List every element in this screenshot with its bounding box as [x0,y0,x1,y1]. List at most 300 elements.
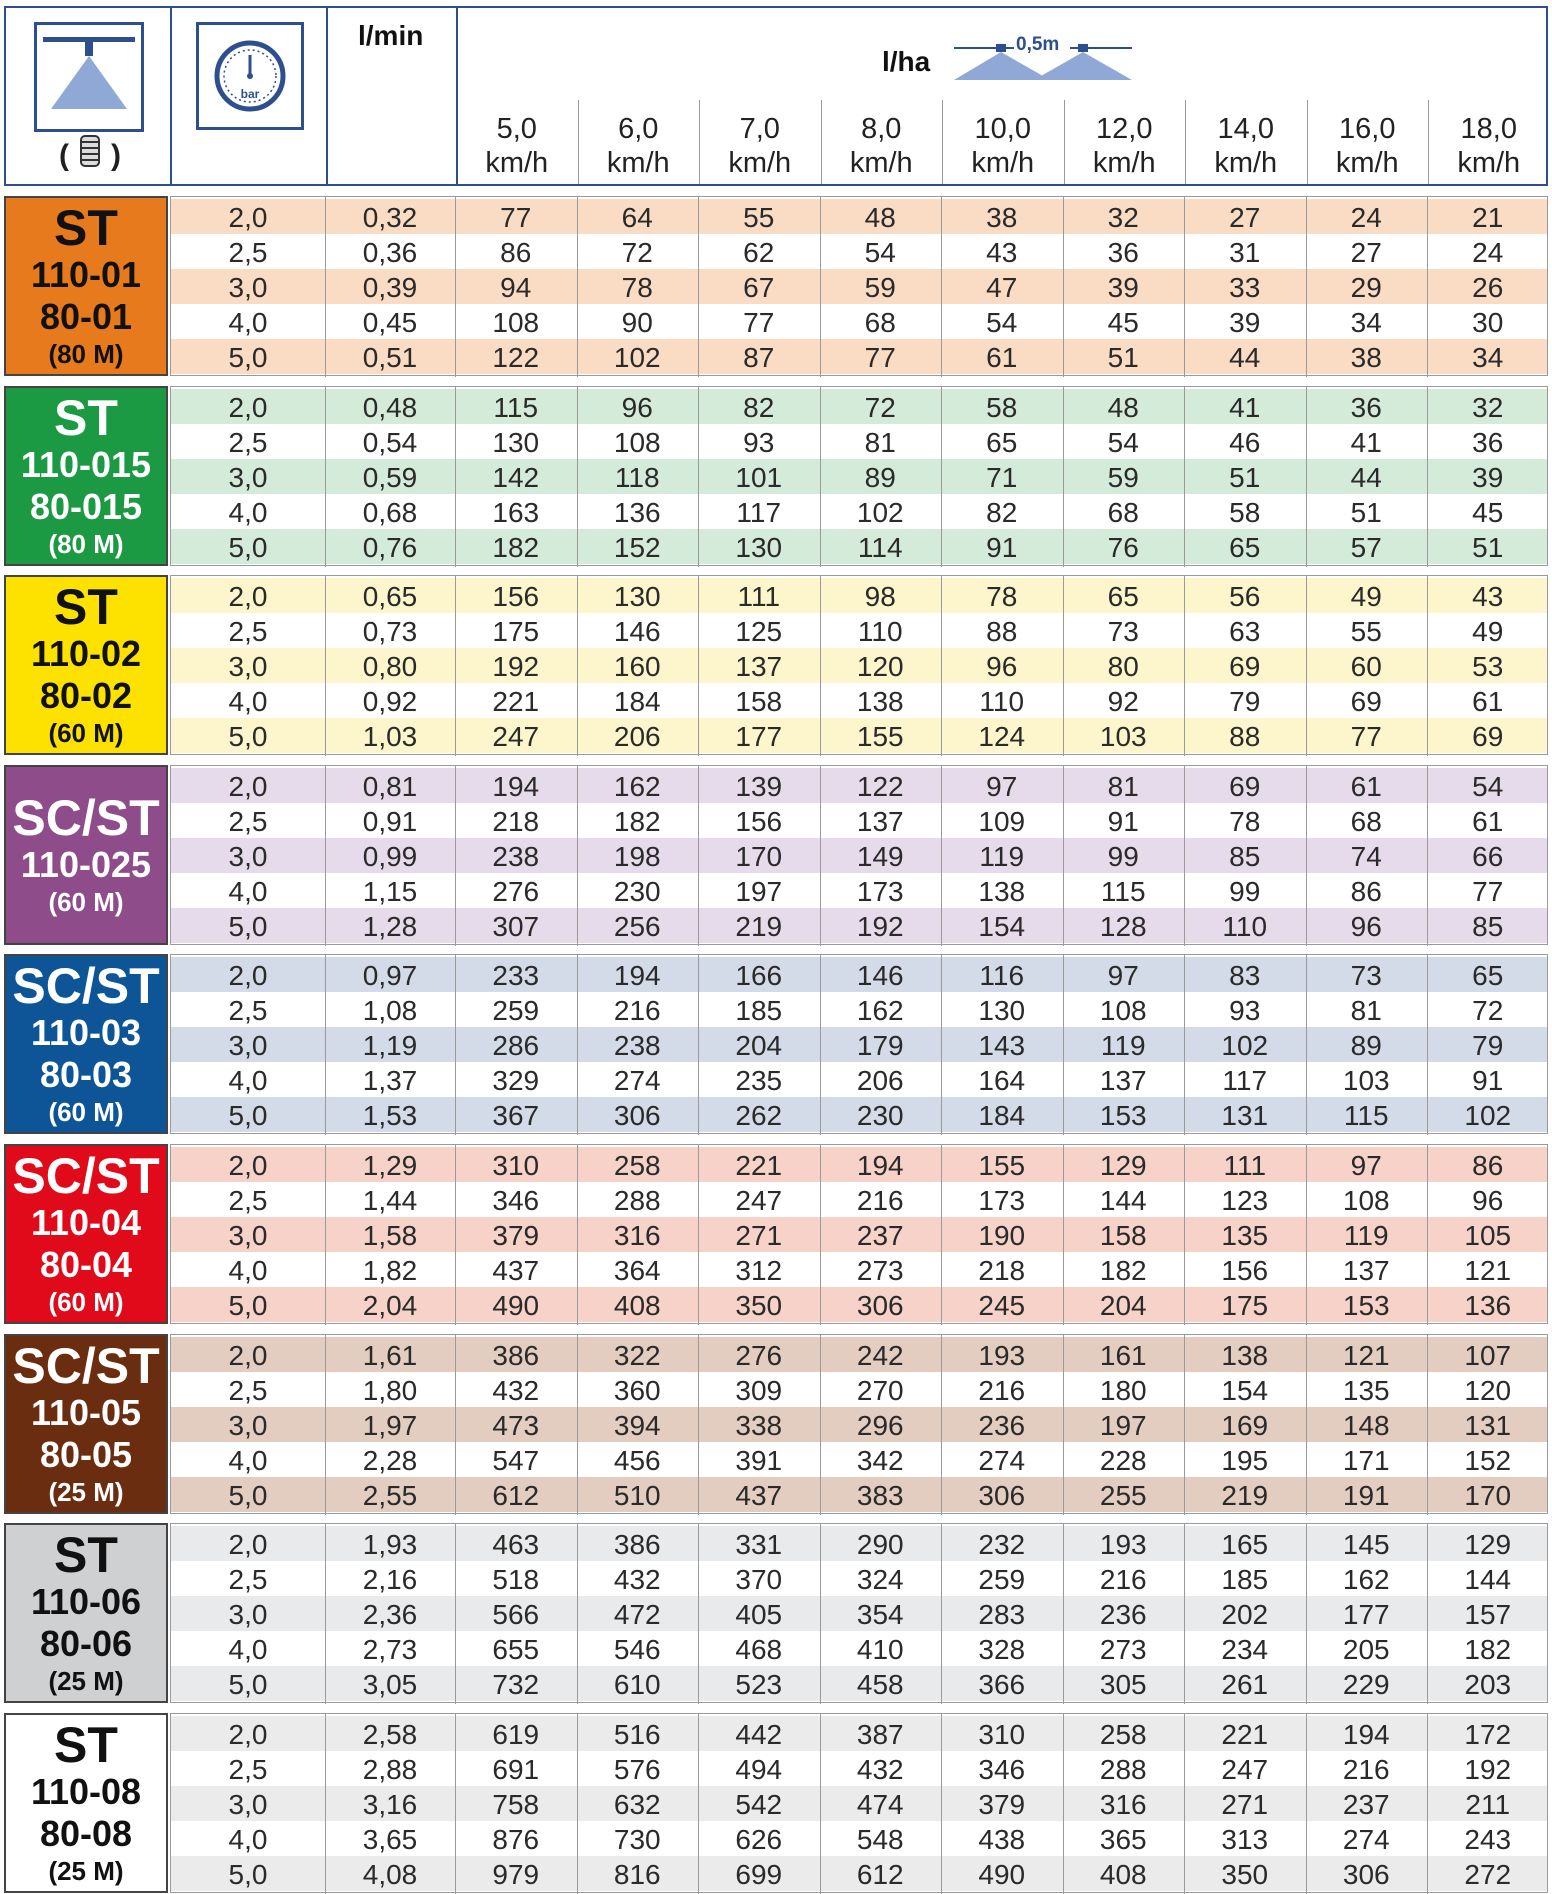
rate-cell: 195 [1221,1445,1269,1476]
rate-cell: 79 [1472,1030,1504,1061]
rate-cell: 107 [1464,1340,1512,1371]
rate-cell: 185 [1221,1564,1269,1595]
rate-cell: 473 [492,1410,540,1441]
rate-cell: 758 [492,1789,540,1820]
rate-cell: 71 [986,462,1018,493]
rate-cell: 619 [492,1719,540,1750]
nozzle-spray-icon [34,22,144,132]
nozzle-material: (60 M) [48,718,124,748]
table-row [171,1287,1547,1322]
rate-cell: 610 [613,1669,661,1700]
rate-cell: 202 [1221,1599,1269,1630]
nozzle-size: 80-02 [39,675,133,716]
rate-cell: 99 [1107,841,1139,872]
rate-cell: 221 [1221,1719,1269,1750]
table-row [171,1821,1547,1856]
rate-cell: 288 [1099,1754,1147,1785]
rate-cell: 182 [492,532,540,563]
table-row [171,1856,1547,1891]
rate-cell: 77 [500,202,532,233]
data-rows [170,1523,1548,1703]
rate-cell: 276 [735,1340,783,1371]
nozzle-series: ST [54,579,118,635]
flow-cell: 0,39 [362,272,418,303]
rate-cell: 34 [1472,342,1504,373]
rate-cell: 115 [1343,1100,1389,1131]
rate-cell: 322 [613,1340,661,1371]
rate-cell: 117 [1222,1065,1268,1096]
rate-cell: 108 [1342,1185,1390,1216]
rate-cell: 89 [864,462,896,493]
rate-cell: 206 [613,721,661,752]
rate-cell: 221 [735,1150,783,1181]
rate-cell: 272 [1464,1859,1512,1890]
rate-cell: 193 [978,1340,1026,1371]
rate-cell: 165 [1221,1529,1269,1560]
table-row [171,908,1547,943]
rate-cell: 296 [856,1410,904,1441]
flow-cell: 1,97 [362,1410,418,1441]
rate-cell: 65 [1107,581,1139,612]
table-row [171,424,1547,459]
table-row [171,234,1547,269]
rate-cell: 59 [1107,462,1139,493]
rate-cell: 72 [864,392,896,423]
flow-cell: 1,80 [362,1375,418,1406]
rate-cell: 48 [1107,392,1139,423]
rate-cell: 49 [1472,616,1504,647]
rate-cell: 626 [735,1824,783,1855]
data-rows [170,765,1548,945]
rate-cell: 155 [978,1150,1026,1181]
rate-cell: 54 [986,307,1018,338]
flow-cell: 2,16 [362,1564,418,1595]
rate-cell: 135 [1342,1375,1390,1406]
rate-cell: 122 [856,771,904,802]
rate-cell: 273 [856,1255,904,1286]
speed-value: 18,0 [1460,113,1517,145]
pressure-cell: 5,0 [228,721,268,752]
rate-cell: 137 [856,806,904,837]
rate-cell: 410 [856,1634,904,1665]
rate-cell: 81 [1107,771,1139,802]
flow-cell: 2,88 [362,1754,418,1785]
rate-cell: 61 [986,342,1018,373]
flow-cell: 4,08 [362,1859,418,1890]
table-row [171,1252,1547,1287]
table-row [171,1442,1547,1477]
rate-cell: 173 [978,1185,1026,1216]
rate-cell: 65 [1229,532,1261,563]
table-row [171,304,1547,339]
flow-cell: 0,92 [362,686,418,717]
rate-cell: 110 [857,616,903,647]
rate-cell: 170 [1464,1480,1512,1511]
rate-cell: 310 [492,1150,540,1181]
rate-cell: 655 [492,1634,540,1665]
rate-cell: 162 [1342,1564,1390,1595]
flow-cell: 0,65 [362,581,418,612]
rate-cell: 78 [986,581,1018,612]
flow-cell: 0,76 [362,532,418,563]
rate-cell: 216 [978,1375,1026,1406]
table-row [171,648,1547,683]
rate-cell: 138 [856,686,904,717]
rate-cell: 365 [1099,1824,1147,1855]
rate-cell: 236 [978,1410,1026,1441]
flow-cell: 0,97 [362,960,418,991]
table-row [171,957,1547,992]
rate-cell: 166 [735,960,783,991]
rate-cell: 316 [613,1220,661,1251]
pressure-cell: 2,5 [228,1375,268,1406]
rate-cell: 36 [1107,237,1139,268]
nozzle-material: (25 M) [48,1856,124,1886]
rate-cell: 130 [978,995,1026,1026]
rate-cell: 383 [856,1480,904,1511]
rate-cell: 119 [979,841,1025,872]
rate-cell: 547 [492,1445,540,1476]
rate-cell: 69 [1229,651,1261,682]
rate-cell: 243 [1464,1824,1512,1855]
rate-cell: 191 [1342,1480,1390,1511]
rate-cell: 408 [613,1290,661,1321]
rate-cell: 96 [986,651,1018,682]
rate-cell: 185 [735,995,783,1026]
data-rows [170,1334,1548,1514]
data-rows [170,1144,1548,1324]
table-row [171,1786,1547,1821]
nozzle-material: (60 M) [48,887,124,917]
rate-cell: 130 [735,532,783,563]
rate-cell: 192 [492,651,540,682]
nozzle-group [4,386,1548,566]
rate-cell: 47 [986,272,1018,303]
nozzle-material: (80 M) [48,529,124,559]
rate-cell: 139 [735,771,783,802]
rate-cell: 387 [856,1719,904,1750]
rate-cell: 306 [1342,1859,1390,1890]
rate-cell: 156 [492,581,540,612]
flow-cell: 0,80 [362,651,418,682]
table-row [171,389,1547,424]
rate-cell: 230 [856,1100,904,1131]
rate-cell: 232 [978,1529,1026,1560]
rate-cell: 437 [735,1480,783,1511]
rate-cell: 63 [1229,616,1261,647]
table-row [171,1407,1547,1442]
table-row [171,529,1547,564]
rate-cell: 386 [492,1340,540,1371]
rate-cell: 206 [856,1065,904,1096]
nozzle-size: 110-02 [30,633,142,674]
rate-cell: 193 [1099,1529,1147,1560]
rate-cell: 153 [1342,1290,1390,1321]
rate-cell: 258 [613,1150,661,1181]
rate-cell: 432 [613,1564,661,1595]
rate-cell: 456 [613,1445,661,1476]
rate-cell: 354 [856,1599,904,1630]
pressure-cell: 3,0 [228,1789,268,1820]
speed-unit: km/h [849,147,913,179]
rate-cell: 153 [1099,1100,1147,1131]
rate-cell: 54 [864,237,896,268]
pressure-cell: 5,0 [228,1859,268,1890]
rate-cell: 27 [1350,237,1382,268]
table-row [171,992,1547,1027]
rate-cell: 255 [1099,1480,1147,1511]
rate-cell: 329 [492,1065,540,1096]
pressure-cell: 2,0 [228,392,268,423]
rate-cell: 157 [1464,1599,1512,1630]
rate-cell: 162 [856,995,904,1026]
nozzle-group [4,1523,1548,1703]
rate-cell: 510 [613,1480,661,1511]
rate-cell: 68 [1350,806,1382,837]
nozzle-type-label [4,196,168,376]
rate-cell: 194 [492,771,540,802]
rate-cell: 38 [1350,342,1382,373]
nozzle-series: SC/ST [12,790,160,846]
rate-cell: 32 [1472,392,1504,423]
table-row [171,1716,1547,1751]
rate-cell: 51 [1350,497,1382,528]
rate-cell: 149 [856,841,904,872]
pressure-cell: 3,0 [228,1030,268,1061]
rate-cell: 271 [735,1220,783,1251]
rate-cell: 94 [500,272,532,303]
rate-cell: 238 [492,841,540,872]
table-row [171,1631,1547,1666]
rate-cell: 43 [986,237,1018,268]
nozzle-type-label [4,1334,168,1514]
speed-value: 10,0 [974,113,1031,145]
rate-cell: 184 [613,686,661,717]
nozzle-size: 80-06 [39,1623,133,1664]
rate-cell: 83 [1229,960,1261,991]
pressure-cell: 5,0 [228,1480,268,1511]
rate-cell: 115 [1100,876,1146,907]
flow-cell: 0,48 [362,392,418,423]
rate-cell: 197 [1099,1410,1147,1441]
flow-cell: 2,58 [362,1719,418,1750]
flow-cell: 1,37 [362,1065,418,1096]
rate-cell: 91 [1472,1065,1504,1096]
table-row [171,494,1547,529]
rate-cell: 86 [1350,876,1382,907]
pressure-cell: 4,0 [228,1445,268,1476]
nozzle-spacing-label: 0,5m [1016,34,1060,55]
rate-cell: 81 [1350,995,1382,1026]
rate-cell: 56 [1229,581,1261,612]
pressure-cell: 3,0 [228,1220,268,1251]
rate-cell: 271 [1221,1789,1269,1820]
data-rows [170,196,1548,376]
nozzle-size: 80-05 [39,1434,133,1475]
data-rows [170,575,1548,755]
rate-cell: 379 [978,1789,1026,1820]
rate-cell: 566 [492,1599,540,1630]
rate-cell: 102 [1221,1030,1269,1061]
rate-cell: 179 [856,1030,904,1061]
rate-cell: 219 [735,911,783,942]
rate-cell: 97 [1350,1150,1382,1181]
filter-paren-open: ( [59,139,69,172]
rate-cell: 67 [743,272,775,303]
rate-cell: 96 [621,392,653,423]
table-row [171,339,1547,374]
rate-cell: 221 [492,686,540,717]
rate-cell: 190 [978,1220,1026,1251]
rate-cell: 136 [613,497,661,528]
rate-cell: 177 [1342,1599,1390,1630]
rate-cell: 108 [1099,995,1147,1026]
rate-cell: 48 [864,202,896,233]
rate-cell: 242 [856,1340,904,1371]
rate-cell: 64 [621,202,653,233]
speed-value: 6,0 [618,113,659,145]
rate-cell: 237 [1342,1789,1390,1820]
table-row [171,459,1547,494]
rate-cell: 130 [492,427,540,458]
nozzle-size: 110-01 [30,254,142,295]
rate-cell: 59 [864,272,896,303]
speed-value: 16,0 [1339,113,1396,145]
rate-cell: 86 [500,237,532,268]
filter-indicator [44,136,136,176]
rate-cell: 228 [1099,1445,1147,1476]
rate-cell: 258 [1099,1719,1147,1750]
rate-cell: 109 [978,806,1026,837]
rate-cell: 65 [986,427,1018,458]
rate-cell: 108 [492,307,540,338]
flow-cell: 0,51 [362,342,418,373]
rate-cell: 158 [1099,1220,1147,1251]
data-rows [170,1713,1548,1893]
rate-cell: 115 [493,392,539,423]
rate-cell: 146 [856,960,904,991]
pressure-cell: 5,0 [228,1100,268,1131]
rate-cell: 68 [1107,497,1139,528]
speed-header [1307,112,1429,180]
rate-cell: 370 [735,1564,783,1595]
rate-cell: 324 [856,1564,904,1595]
rate-cell: 121 [1464,1255,1512,1286]
rate-cell: 274 [978,1445,1026,1476]
rate-cell: 438 [978,1824,1026,1855]
rate-cell: 114 [857,532,903,563]
rate-cell: 135 [1221,1220,1269,1251]
speed-unit: km/h [606,147,670,179]
rate-cell: 69 [1350,686,1382,717]
flow-cell: 0,54 [362,427,418,458]
nozzle-size: 110-04 [30,1202,142,1243]
rate-cell: 518 [492,1564,540,1595]
rate-cell: 175 [492,616,540,647]
rate-cell: 494 [735,1754,783,1785]
flow-cell: 1,58 [362,1220,418,1251]
rate-cell: 41 [1350,427,1382,458]
rate-cell: 306 [613,1100,661,1131]
rate-cell: 576 [613,1754,661,1785]
rate-cell: 164 [978,1065,1026,1096]
rate-cell: 197 [735,876,783,907]
rate-cell: 184 [978,1100,1026,1131]
rate-cell: 273 [1099,1634,1147,1665]
rate-cell: 93 [743,427,775,458]
rate-cell: 699 [735,1859,783,1890]
pressure-cell: 3,0 [228,651,268,682]
rate-cell: 51 [1107,342,1139,373]
table-row [171,269,1547,304]
rate-cell: 86 [1472,1150,1504,1181]
rate-cell: 73 [1107,616,1139,647]
rate-cell: 229 [1342,1669,1390,1700]
rate-cell: 34 [1350,307,1382,338]
nozzle-material: (60 M) [48,1287,124,1317]
rate-cell: 72 [621,237,653,268]
rate-cell: 172 [1464,1719,1512,1750]
flow-cell: 1,15 [362,876,418,907]
speed-unit: km/h [728,147,792,179]
rate-cell: 123 [1221,1185,1269,1216]
pressure-cell: 2,0 [228,1150,268,1181]
rate-cell: 612 [856,1859,904,1890]
rate-cell: 30 [1472,307,1504,338]
table-row [171,718,1547,753]
rate-cell: 45 [1472,497,1504,528]
nozzle-size: 110-06 [30,1581,142,1622]
flow-cell: 2,73 [362,1634,418,1665]
nozzle-type-label [4,765,168,945]
rate-cell: 198 [613,841,661,872]
rate-cell: 405 [735,1599,783,1630]
rate-cell: 192 [856,911,904,942]
rate-cell: 474 [856,1789,904,1820]
rate-cell: 108 [613,427,661,458]
table-row [171,1217,1547,1252]
table-row [171,578,1547,613]
rate-cell: 160 [613,651,661,682]
rate-cell: 546 [613,1634,661,1665]
rate-cell: 218 [492,806,540,837]
rate-cell: 137 [735,651,783,682]
rate-cell: 27 [1229,202,1261,233]
pressure-cell: 5,0 [228,532,268,563]
rate-cell: 24 [1472,237,1504,268]
flow-cell: 1,61 [362,1340,418,1371]
table-row [171,613,1547,648]
rate-cell: 632 [613,1789,661,1820]
data-rows [170,386,1548,566]
rate-cell: 39 [1107,272,1139,303]
rate-cell: 62 [743,237,775,268]
nozzle-group [4,196,1548,376]
pressure-cell: 2,5 [228,995,268,1026]
rate-cell: 288 [613,1185,661,1216]
pressure-cell: 2,5 [228,806,268,837]
rate-cell: 310 [978,1719,1026,1750]
table-row [171,1526,1547,1561]
speed-header [942,112,1064,180]
rate-cell: 43 [1472,581,1504,612]
rate-cell: 307 [492,911,540,942]
rate-cell: 138 [978,876,1026,907]
nozzle-size: 110-03 [30,1012,142,1053]
rate-cell: 69 [1472,721,1504,752]
rate-cell: 98 [864,581,896,612]
pressure-cell: 2,5 [228,427,268,458]
